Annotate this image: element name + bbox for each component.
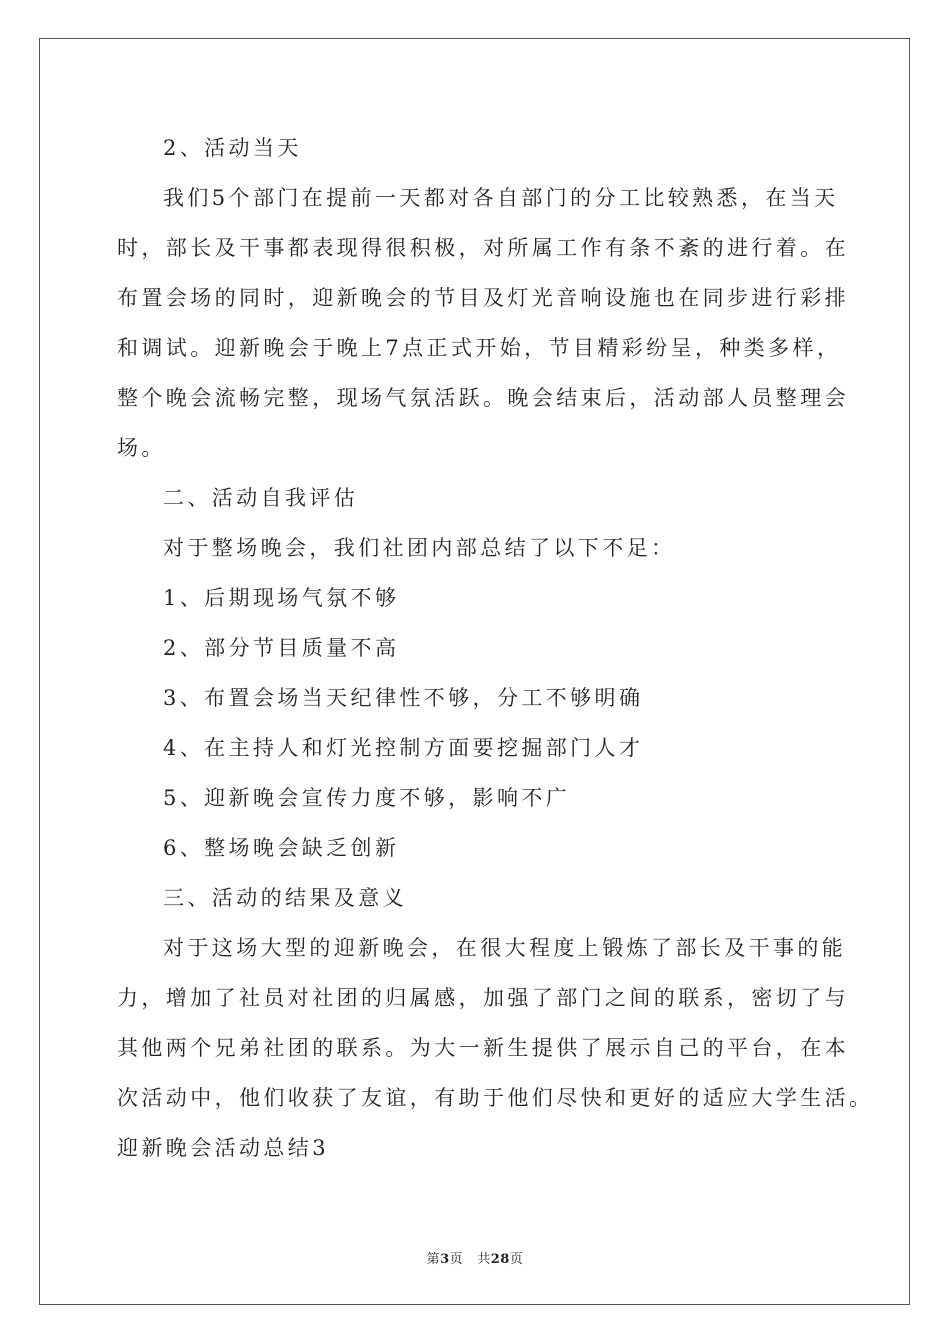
- section-heading-results: 三、活动的结果及意义: [163, 886, 407, 910]
- list-item: 3、布置会场当天纪律性不够，分工不够明确: [163, 686, 644, 710]
- page-footer: [0, 1248, 950, 1267]
- document-title-next: 迎新晚会活动总结3: [117, 1136, 329, 1160]
- paragraph-line: 整个晚会流畅完整，现场气氛活跃。晚会结束后，活动部人员整理会: [117, 386, 849, 410]
- document-body: [117, 123, 874, 1173]
- paragraph-line: 其他两个兄弟社团的联系。为大一新生提供了展示自己的平台，在本: [117, 1036, 849, 1060]
- paragraph-line: 时，部长及干事都表现得很积极，对所属工作有条不紊的进行着。在: [117, 236, 849, 260]
- list-item: 4、在主持人和灯光控制方面要挖掘部门人才: [163, 736, 644, 760]
- total-prefix: 共: [477, 1252, 491, 1267]
- list-item: 6、整场晚会缺乏创新: [163, 836, 400, 860]
- paragraph-line: 我们5个部门在提前一天都对各自部门的分工比较熟悉，在当天: [163, 186, 839, 210]
- page-total: 28: [490, 1252, 510, 1267]
- page-suffix: 页: [449, 1252, 464, 1267]
- paragraph-line: 场。: [117, 436, 166, 460]
- paragraph-line: 对于整场晚会，我们社团内部总结了以下不足：: [163, 536, 676, 560]
- page-prefix: 第: [426, 1252, 441, 1267]
- list-item: 1、后期现场气氛不够: [163, 586, 400, 610]
- total-suffix: 页: [509, 1252, 524, 1267]
- page-current: 3: [440, 1252, 450, 1267]
- section-heading-activity-day: 2、活动当天: [163, 136, 302, 160]
- paragraph-line: 次活动中，他们收获了友谊，有助于他们尽快和更好的适应大学生活。: [117, 1086, 874, 1110]
- section-heading-self-evaluation: 二、活动自我评估: [163, 486, 359, 510]
- list-item: 5、迎新晚会宣传力度不够，影响不广: [163, 786, 571, 810]
- list-item: 2、部分节目质量不高: [163, 636, 400, 660]
- paragraph-line: 对于这场大型的迎新晚会，在很大程度上锻炼了部长及干事的能: [163, 936, 847, 960]
- paragraph-line: 布置会场的同时，迎新晚会的节目及灯光音响设施也在同步进行彩排: [117, 286, 849, 310]
- paragraph-line: 和调试。迎新晚会于晚上7点正式开始，节目精彩纷呈，种类多样，: [117, 336, 842, 360]
- paragraph-line: 力，增加了社员对社团的归属感，加强了部门之间的联系，密切了与: [117, 986, 849, 1010]
